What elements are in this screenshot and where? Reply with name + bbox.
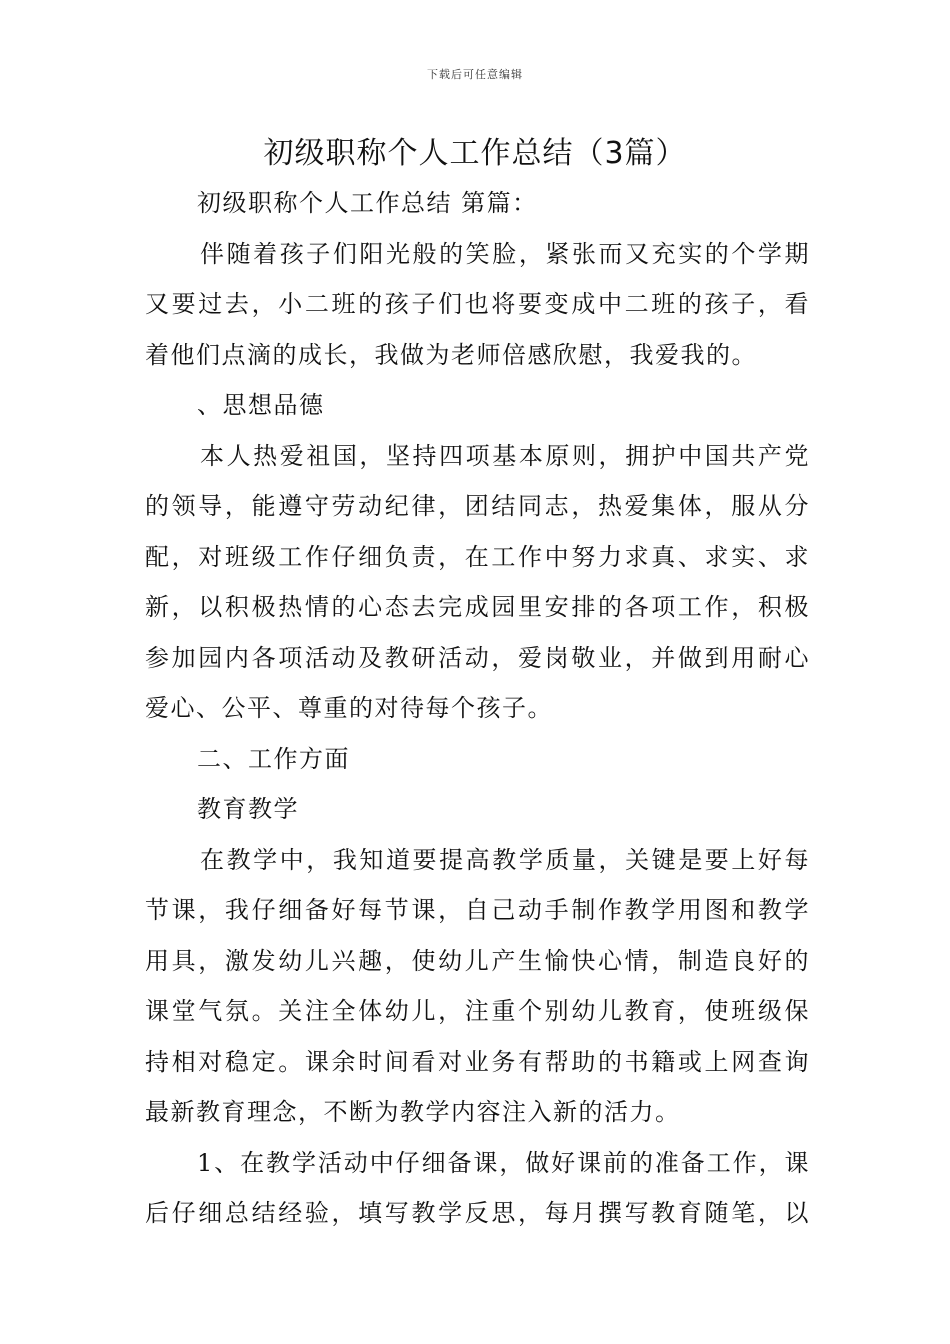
document-body [145, 178, 810, 1239]
paragraph-line: 爱心、公平、尊重的对待每个孩子。 [145, 694, 553, 722]
paragraph-line: 最新教育理念，不断为教学内容注入新的活力。 [145, 1098, 681, 1126]
paragraph-line: 着他们点滴的成长，我做为老师倍感欣慰，我爱我的。 [145, 340, 757, 369]
paragraph-line: 课堂气氛。关注全体幼儿，注重个别幼儿教育，使班级保 [145, 997, 810, 1025]
paragraph-line: 的领导，能遵守劳动纪律，团结同志，热爱集体，服从分 [145, 492, 810, 520]
header-note: 下载后可任意编辑 [427, 68, 523, 81]
paragraph-line: 1、在教学活动中仔细备课，做好课前的准备工作，课 [197, 1148, 810, 1177]
paragraph-line: 后仔细总结经验，填写教学反思，每月撰写教育随笔，以 [145, 1199, 810, 1227]
paragraph-line: 节课，我仔细备好每节课，自己动手制作教学用图和教学 [145, 896, 810, 924]
paragraph-line: 本人热爱祖国，坚持四项基本原则，拥护中国共产党 [200, 441, 810, 470]
section-heading: 初级职称个人工作总结 第篇： [197, 189, 538, 217]
paragraph-line: 参加园内各项活动及教研活动，爱岗敬业，并做到用耐心 [145, 643, 810, 672]
document-title: 初级职称个人工作总结（3篇） [263, 136, 687, 171]
paragraph-line: 新，以积极热情的心态去完成园里安排的各项工作，积极 [145, 593, 810, 621]
paragraph-line: 用具，激发幼儿兴趣，使幼儿产生愉快心情，制造良好的 [145, 946, 810, 975]
paragraph-line: 持相对稳定。课余时间看对业务有帮助的书籍或上网查询 [145, 1047, 810, 1076]
section-heading: 二、工作方面 [197, 744, 350, 773]
paragraph-line: 伴随着孩子们阳光般的笑脸，紧张而又充实的个学期 [200, 239, 810, 268]
paragraph-line: 在教学中，我知道要提高教学质量，关键是要上好每 [200, 845, 810, 874]
paragraph-line: 又要过去，小二班的孩子们也将要变成中二班的孩子，看 [145, 290, 810, 318]
paragraph-line: 配，对班级工作仔细负责，在工作中努力求真、求实、求 [145, 542, 810, 571]
section-heading: 、思想品德 [197, 391, 325, 419]
subsection-heading: 教育教学 [197, 795, 299, 823]
